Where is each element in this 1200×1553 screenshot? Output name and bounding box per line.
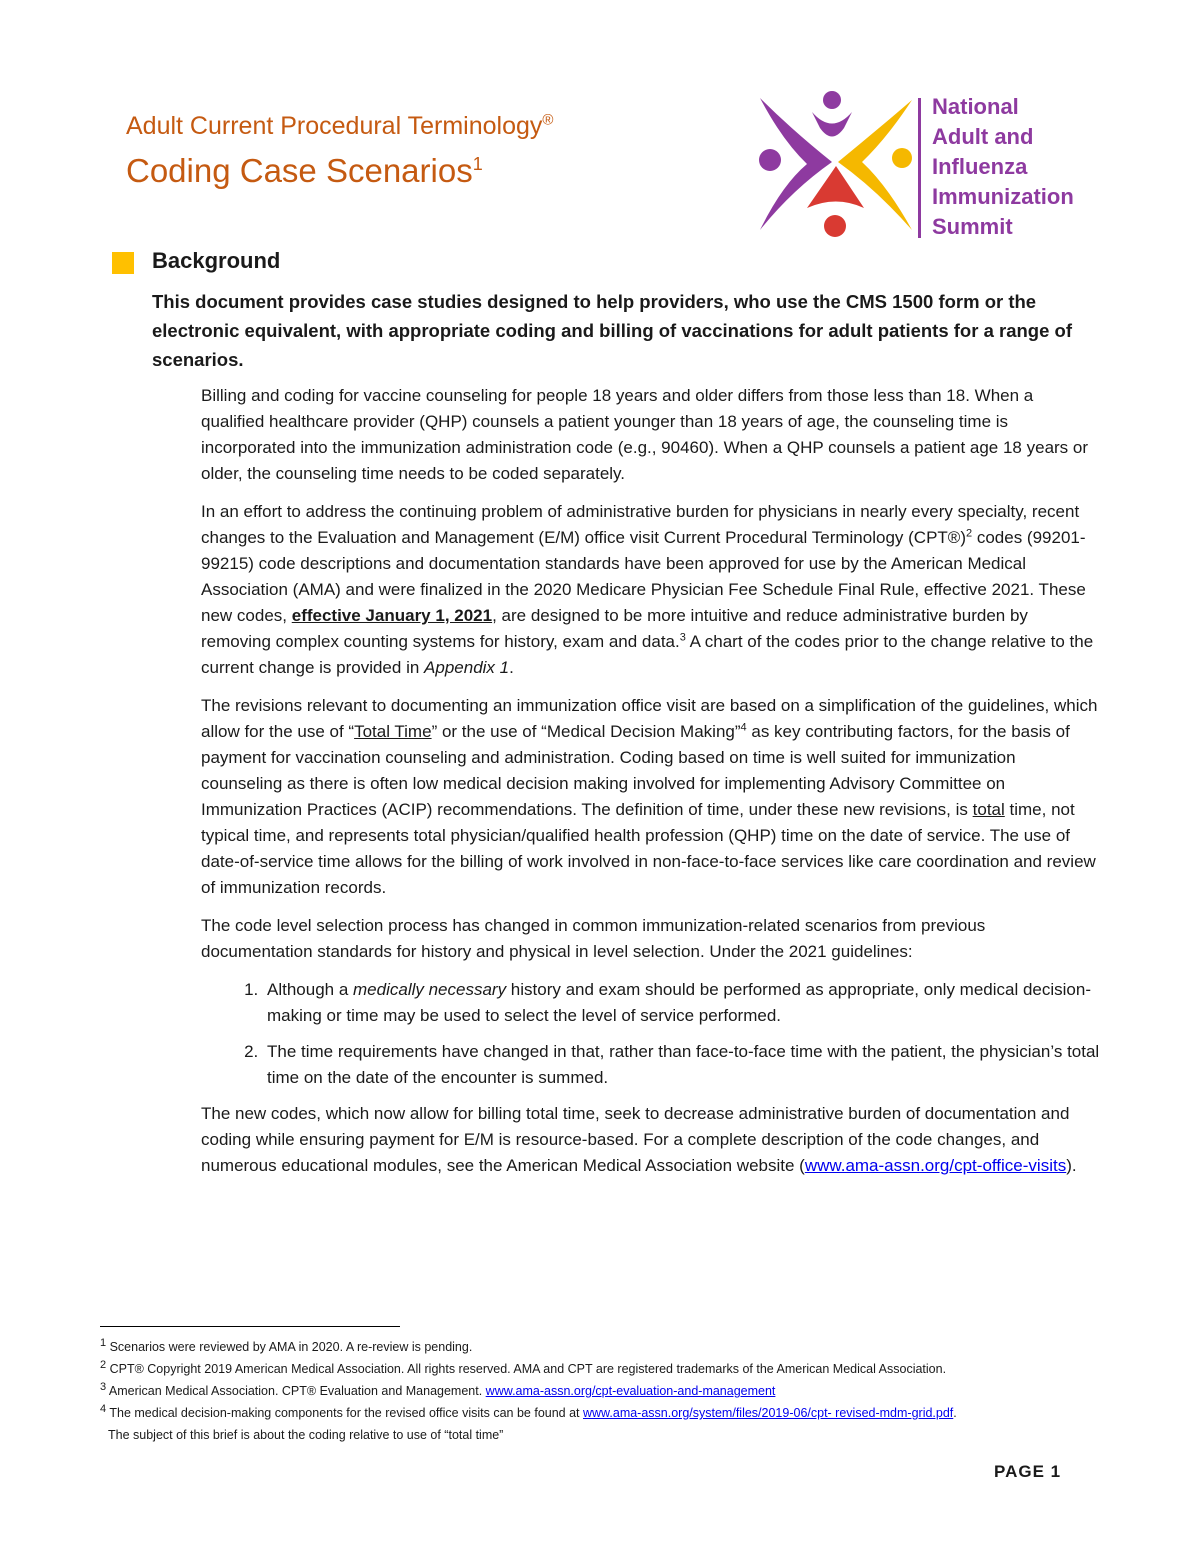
page-number: PAGE 1 (994, 1462, 1062, 1481)
footnote-ref-2: 2 (965, 527, 973, 540)
footnote-ref-4: 4 (740, 721, 747, 734)
footnote-ref-3: 3 (679, 631, 686, 644)
footnote-4: $^4$ The medical decision-making components for the revised office visits can be found at www.ama-assn.org/system/files/2019-06/cpt- revised-mdm-grid.pdf. (100, 1402, 957, 1420)
paragraph-4: The code level selection process has changed in common immunization-related scenarios from previous documentation standards for history and physical in level selection. Under the 2021 guidelines: (201, 916, 986, 961)
paragraph-5: The new codes, which now allow for billing total time, seek to decrease administrative burden of documentation and coding while ensuring payment for E/M is resource-based. For a complete description of the code changes, and numerous educational modules, see the American Medical Association website (www.ama-assn.org/cpt-office-visits). (201, 1104, 1077, 1175)
list-item: 1. Although a medically necessary history and exam should be performed as appropriate, only medical decision-making or time may be used to select the level of service performed. (263, 977, 1101, 1029)
logo-head-bottom (824, 215, 846, 237)
footnote-3: $^3$ American Medical Association. CPT® Evaluation and Management. www.ama-assn.org/cpt-evaluation-and-management (100, 1380, 776, 1398)
ama-office-visits-link[interactable]: www.ama-assn.org/cpt-office-visits (804, 1156, 1067, 1175)
total-time-term: Total Time (354, 722, 432, 741)
logo-text: National Adult and Influenza Immunization Summit (932, 94, 1074, 239)
logo-head-right (892, 148, 912, 168)
registered-mark: ® (542, 111, 554, 129)
footnote-1: $^1$ Scenarios were reviewed by AMA in 2020. A re-review is pending. (100, 1336, 473, 1354)
logo-arms-top (812, 112, 852, 137)
total-term: total (972, 800, 1005, 819)
section-marker (112, 252, 134, 274)
appendix-ref: Appendix 1 (424, 658, 510, 677)
ama-em-link[interactable]: www.ama-assn.org/cpt-evaluation-and-management (485, 1384, 776, 1398)
logo-head-top (823, 91, 841, 109)
list-item: 2. The time requirements have changed in that, rather than face-to-face time with the patient, the physician’s total time on the date of the encounter is summed. (263, 1039, 1101, 1091)
section-heading: Background (152, 248, 281, 273)
section-intro: This document provides case studies designed to help providers, who use the CMS 1500 form or the electronic equivalent, with appropriate coding and billing of vaccinations for adult patients for a range of scenarios. (152, 291, 1072, 370)
ama-mdm-grid-link[interactable]: www.ama-assn.org/system/files/2019-06/cpt- revised-mdm-grid.pdf (583, 1406, 954, 1420)
guidelines-list (201, 977, 1101, 1091)
footnote-ref-1: 1 (472, 154, 483, 174)
document-title: Coding Case Scenarios$^1$ (126, 152, 483, 189)
effective-date: effective January 1, 2021 (291, 606, 493, 625)
footnotes (100, 1336, 1140, 1446)
summit-logo-icon (752, 90, 922, 242)
footnote-4-continued: The subject of this brief is about the coding relative to use of “total time” (108, 1428, 504, 1442)
paragraph-1: Billing and coding for vaccine counseling for people 18 years and older differs from those less than 18. When a qualified healthcare provider (QHP) counsels a patient younger than 18 years of age, the counseling time is incorporated into the immunization administration code (e.g., 90460). When a QHP counsels a patient age 18 years or older, the counseling time needs to be coded separately. (201, 386, 1089, 483)
body-text (201, 383, 1101, 1191)
paragraph-2: In an effort to address the continuing problem of administrative burden for physicians in nearly every specialty, recent changes to the Evaluation and Management (E/M) office visit Current Procedural Terminology (CPT®)$^2$ codes (99201-99215) code descriptions and documentation standards have been approved for use by the American Medical Association (AMA) and were finalized in the 2020 Medicare Physician Fee Schedule Final Rule, effective 2021. These new codes, effective January 1, 2021, are designed to be more intuitive and reduce administrative burden by removing complex counting systems for history, exam and data.$^3$ A chart of the codes prior to the change relative to the current change is provided in Appendix 1. (201, 502, 1094, 677)
footnote-divider (100, 1326, 400, 1327)
document-subtitle: Adult Current Procedural Terminology® (126, 111, 554, 140)
footnote-2: $^2$ CPT® Copyright 2019 American Medical Association. All rights reserved. AMA and CPT are registered trademarks of the American Medical Association. (100, 1358, 947, 1376)
logo-divider (918, 98, 921, 238)
paragraph-3: The revisions relevant to documenting an immunization office visit are based on a simplification of the guidelines, which allow for the use of “Total Time” or the use of “Medical Decision Making”$^4$ as key contributing factors, for the basis of payment for vaccination counseling and administration. Coding based on time is well suited for immunization counseling as there is often low medical decision making involved for implementing Advisory Committee on Immunization Practices (ACIP) recommendations. The definition of time, under these new revisions, is total time, not typical time, and represents total physician/qualified health profession (QHP) time on the date of service. The use of date-of-service time allows for the billing of work involved in non-face-to-face services like care coordination and review of immunization records. (201, 696, 1098, 897)
logo-head-left (759, 149, 781, 171)
